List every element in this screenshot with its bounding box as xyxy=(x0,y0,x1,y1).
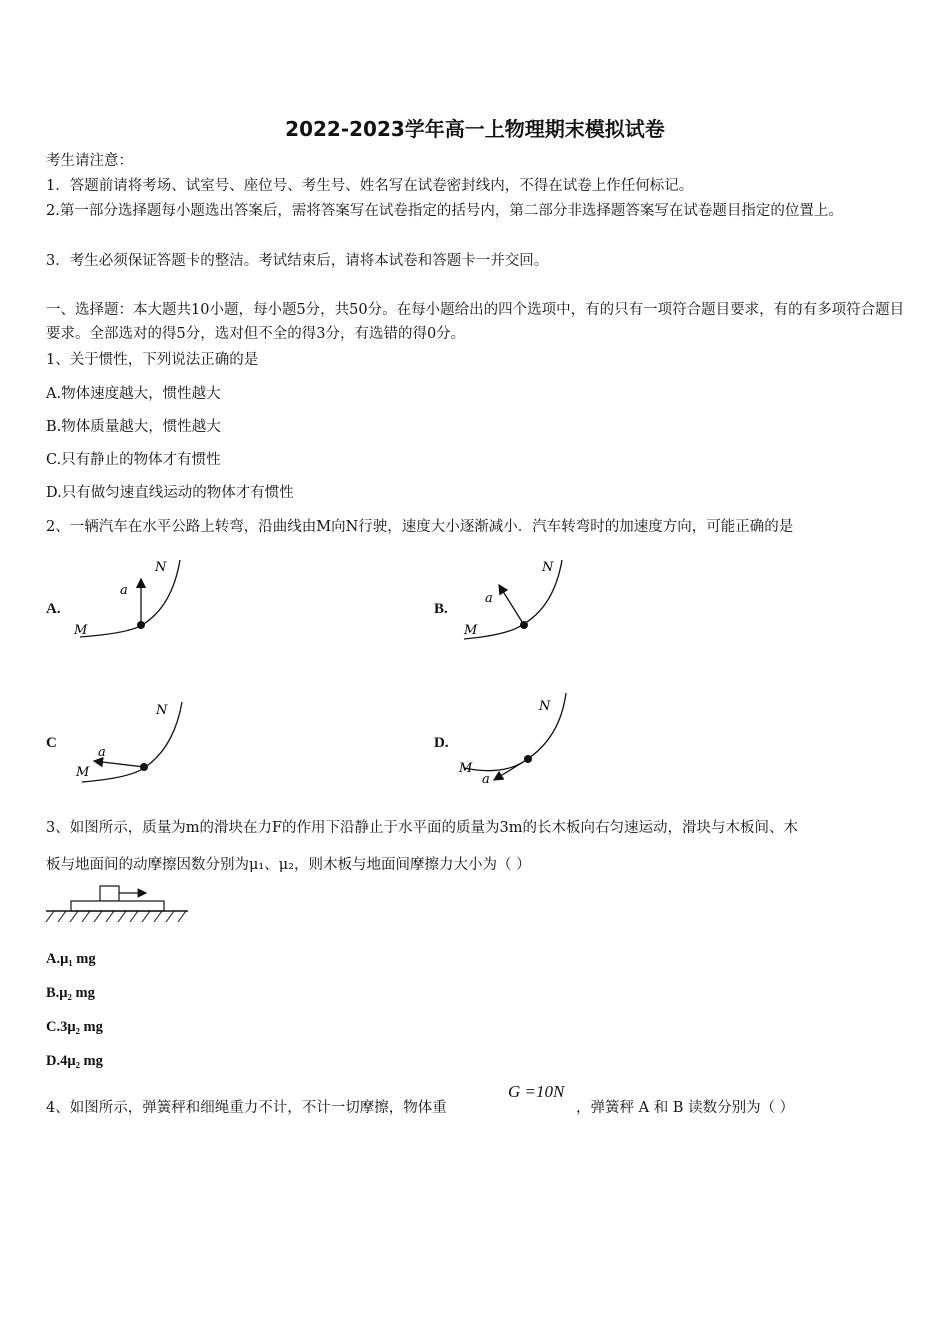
label-a: a xyxy=(482,772,490,786)
notice-item-1: 1．答题前请将考场、试室号、座位号、考生号、姓名写在试卷密封线内，不得在试卷上作任何标记。 xyxy=(46,178,694,194)
label-m: M xyxy=(76,765,90,780)
section-intro: 一、选择题：本大题共10小题，每小题5分，共50分。在每小题给出的四个选项中，有的只有一项符合题目要求，有的有多项符合题目要求。全部选对的得5分，选对但不全的得3分，有选错的得0分。 xyxy=(46,302,905,342)
label-a: a xyxy=(98,745,106,760)
q3-stem-line1: 3、如图所示，质量为m的滑块在力F的作用下沿静止于水平面的质量为3m的长木板向右匀速运动，滑块与木板间、木 xyxy=(46,820,799,836)
notice-item-2: 2.第一部分选择题每小题选出答案后，需将答案写在试卷指定的括号内，第二部分非选择题答案写在试卷题目指定的位置上。 xyxy=(46,203,843,219)
q1-option-c: C.只有静止的物体才有惯性 xyxy=(46,452,221,468)
notice-heading: 考生请注意： xyxy=(46,153,133,169)
accel-arrow xyxy=(499,585,524,625)
q2-figure-d xyxy=(456,690,576,786)
ground-hatch xyxy=(46,911,186,922)
q1-option-a: A.物体速度越大，惯性越大 xyxy=(46,386,221,402)
q4-stem-before: 4、如图所示，弹簧秤和细绳重力不计，不计一切摩擦，物体重 xyxy=(46,1100,447,1116)
q1-option-d: D.只有做匀速直线运动的物体才有惯性 xyxy=(46,485,294,501)
label-n: N xyxy=(542,560,554,575)
q4-formula: G =10N xyxy=(508,1082,565,1101)
q2-label-c: C xyxy=(46,735,57,751)
q1-stem: 1、关于惯性，下列说法正确的是 xyxy=(46,352,259,368)
label-m: M xyxy=(74,623,88,638)
q1-option-b: B.物体质量越大，惯性越大 xyxy=(46,419,221,435)
q4-stem-after: ，弹簧秤 A 和 B 读数分别为（ ） xyxy=(576,1100,795,1116)
q3-stem-line2: 板与地面间的动摩擦因数分别为μ₁、μ₂，则木板与地面间摩擦力大小为（ ） xyxy=(46,857,531,873)
label-m: M xyxy=(459,761,473,776)
q2-stem: 2、一辆汽车在水平公路上转弯，沿曲线由M向N行驶，速度大小逐渐减小．汽车转弯时的加速度方向，可能正确的是 xyxy=(46,519,794,535)
q2-figure-a xyxy=(70,555,190,645)
q3-option-c: C.3μ₂ mg xyxy=(46,1019,103,1035)
notice-item-3: 3．考生必须保证答题卡的整洁。考试结束后，请将本试卷和答题卡一并交回。 xyxy=(46,253,549,269)
slider-block xyxy=(100,886,119,901)
q2-label-d: D. xyxy=(434,735,449,751)
q3-figure xyxy=(44,882,194,928)
label-n: N xyxy=(156,703,168,718)
page-title: 2022-2023学年高一上物理期末模拟试卷 xyxy=(285,117,665,141)
label-a: a xyxy=(485,591,493,606)
label-n: N xyxy=(539,699,551,714)
label-a: a xyxy=(120,583,128,598)
q2-figure-c xyxy=(70,698,190,788)
accel-arrow xyxy=(94,761,144,767)
long-board xyxy=(71,901,164,911)
label-m: M xyxy=(464,623,478,638)
q3-option-b: B.μ₂ mg xyxy=(46,985,95,1001)
label-n: N xyxy=(155,560,167,575)
q2-figure-b xyxy=(458,555,578,645)
q3-option-d: D.4μ₂ mg xyxy=(46,1053,103,1069)
q2-label-b: B. xyxy=(434,601,448,617)
curve xyxy=(464,693,566,771)
q2-label-a: A. xyxy=(46,601,61,617)
q3-option-a: A.μ₁ mg xyxy=(46,951,96,967)
